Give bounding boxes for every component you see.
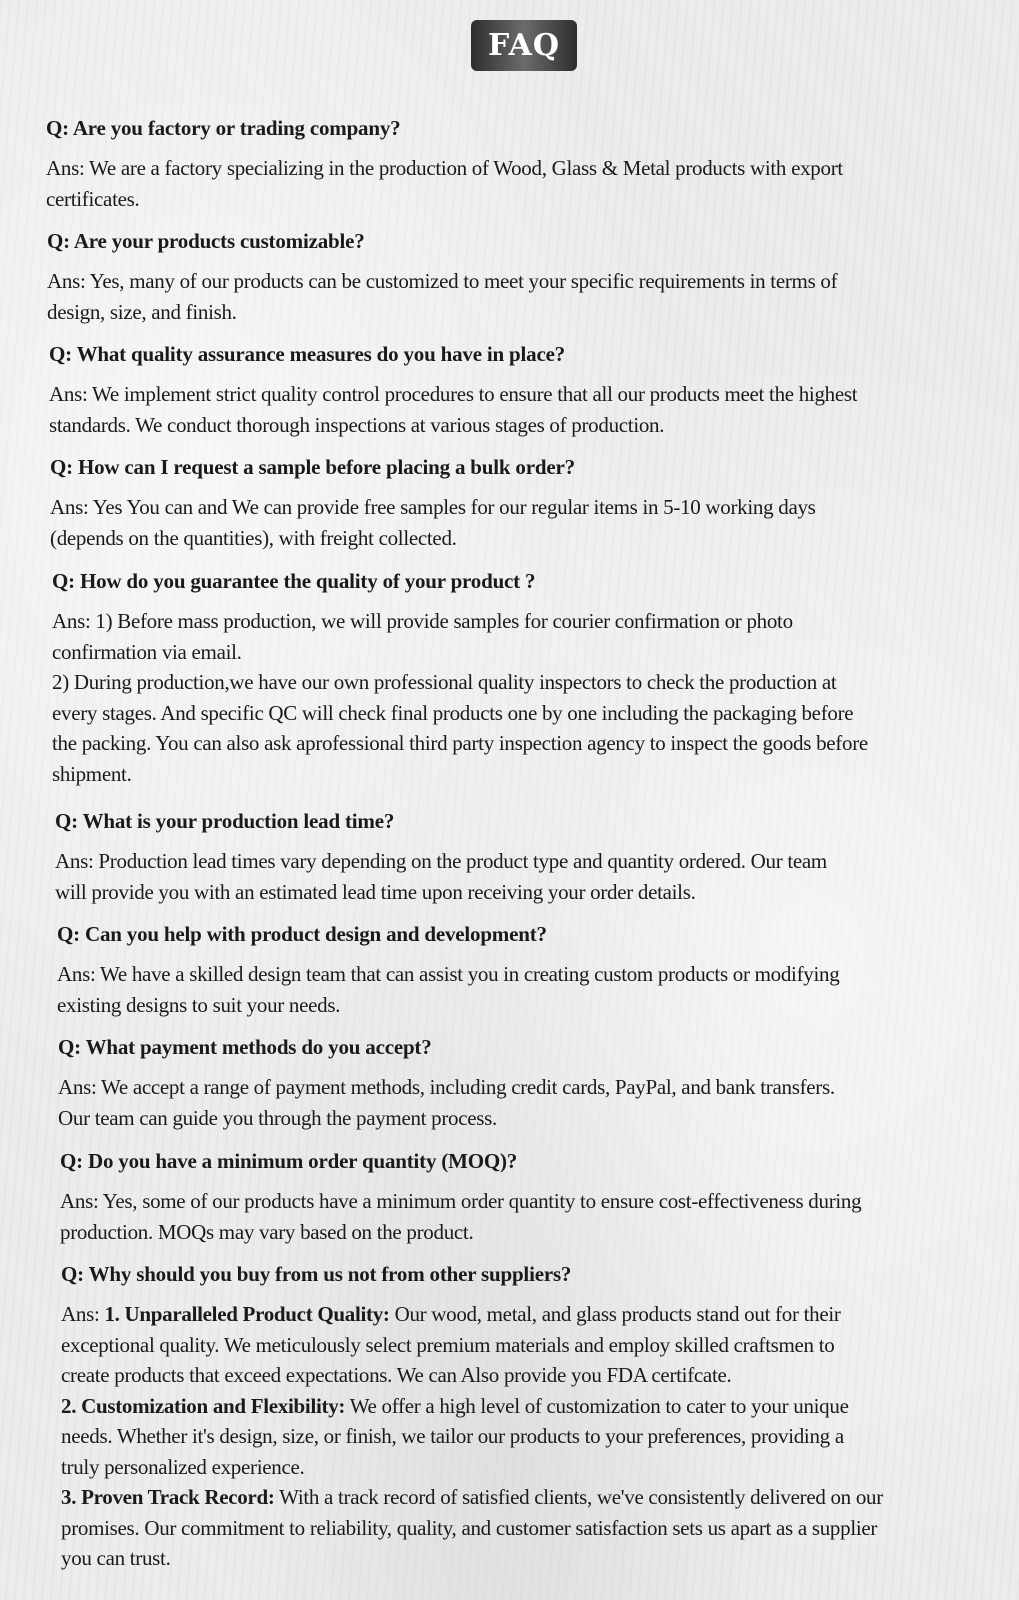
faq-answer [47, 266, 837, 327]
answer-line [61, 1421, 883, 1452]
answer-text: (depends on the quantities), with freight collected. [50, 525, 457, 550]
answer-text: promises. Our commitment to reliability, quality, and customer satisfaction sets us apart as a supplier [61, 1515, 878, 1540]
faq-item [57, 919, 839, 1020]
answer-line [46, 184, 843, 215]
answer-line [55, 846, 827, 877]
answer-text: Ans: 1) Before mass production, we will provide samples for courier confirmation or photo [52, 609, 793, 633]
answer-text: create products that exceed expectations. We can Also provide you FDA certifcate. [61, 1363, 732, 1387]
faq-item [46, 113, 843, 214]
answer-text: 2) During production,we have our own professional quality inspectors to check the production at [52, 670, 837, 694]
answer-text: Our wood, metal, and glass products stand out for their [389, 1302, 841, 1326]
answer-text: confirmation via email. [52, 639, 242, 664]
answer-text: Our team can guide you through the payment process. [58, 1105, 497, 1130]
answer-line [46, 153, 843, 184]
answer-line [50, 492, 816, 523]
answer-text: Ans: Yes You can and We can provide free samples for our regular items in 5-10 working days [50, 495, 816, 519]
faq-item [52, 566, 868, 789]
faq-answer [58, 1072, 835, 1133]
answer-text: We offer a high level of customization to cater to your unique [345, 1393, 849, 1418]
answer-line [52, 667, 868, 698]
faq-item [61, 1259, 883, 1574]
faq-question: Q: What quality assurance measures do you have in place? [49, 342, 565, 366]
answer-text: exceptional quality. We meticulously select premium materials and employ skilled craftsmen to [61, 1332, 835, 1357]
faq-answer [49, 379, 857, 440]
answer-text: Ans: We accept a range of payment methods, including credit cards, PayPal, and bank transfers. [58, 1075, 835, 1099]
answer-line [58, 1072, 835, 1103]
answer-text: Ans: Yes, some of our products have a minimum order quantity to ensure cost-effectiveness during [60, 1189, 862, 1213]
answer-text: Ans: We have a skilled design team that can assist you in creating custom products or modifying [57, 962, 840, 986]
faq-question: Q: Can you help with product design and development? [57, 922, 547, 946]
answer-line [52, 606, 868, 637]
answer-prefix: Ans: [61, 1302, 105, 1326]
faq-item [55, 806, 827, 907]
faq-item [49, 339, 857, 440]
answer-line [57, 990, 839, 1021]
answer-line [58, 1103, 835, 1134]
answer-line [61, 1360, 883, 1391]
faq-question: Q: What is your production lead time? [55, 809, 395, 833]
answer-text: you can trust. [61, 1546, 171, 1570]
answer-line [49, 379, 857, 410]
answer-line [61, 1452, 883, 1483]
faq-item [47, 226, 837, 327]
answer-line [60, 1186, 861, 1217]
answer-text: design, size, and finish. [47, 299, 237, 324]
answer-line [55, 877, 827, 908]
faq-answer [61, 1299, 883, 1574]
faq-question: Q: Are you factory or trading company? [46, 116, 401, 140]
faq-answer [60, 1186, 861, 1247]
answer-text: will provide you with an estimated lead time upon receiving your order details. [55, 879, 696, 904]
answer-line [60, 1217, 861, 1248]
faq-item [50, 452, 816, 553]
answer-line [61, 1513, 883, 1544]
answer-text: certificates. [46, 186, 140, 211]
answer-text: Ans: Yes, many of our products can be customized to meet your specific requirements in terms of [47, 269, 838, 293]
answer-line [52, 698, 868, 729]
faq-item [58, 1032, 835, 1133]
answer-text: standards. We conduct thorough inspections at various stages of production. [49, 412, 665, 437]
answer-text: Ans: We implement strict quality control procedures to ensure that all our products meet the highest [49, 382, 858, 406]
answer-text: existing designs to suit your needs. [57, 992, 341, 1017]
answer-text: shipment. [52, 761, 132, 786]
answer-line [61, 1330, 883, 1361]
answer-line [50, 523, 816, 554]
faq-answer [57, 959, 839, 1020]
faq-question: Q: How can I request a sample before placing a bulk order? [50, 455, 575, 479]
faq-question: Q: What payment methods do you accept? [58, 1035, 432, 1059]
answer-text: needs. Whether it's design, size, or finish, we tailor our products to your preferences, providing a [61, 1424, 844, 1448]
faq-item [60, 1146, 861, 1247]
faq-answer [55, 846, 827, 907]
faq-question: Q: Why should you buy from us not from other suppliers? [61, 1262, 572, 1286]
answer-text: every stages. And specific QC will check final products one by one including the packaging before [52, 700, 854, 725]
faq-question: Q: How do you guarantee the quality of your product ? [52, 569, 536, 593]
answer-text: With a track record of satisfied clients, we've consistently delivered on our [274, 1485, 883, 1509]
answer-line [49, 410, 857, 441]
answer-line [47, 297, 837, 328]
faq-answer [52, 606, 868, 789]
faq-question: Q: Do you have a minimum order quantity (MOQ)? [60, 1149, 518, 1173]
faq-title-badge [471, 20, 577, 71]
answer-line [47, 266, 837, 297]
answer-line [61, 1391, 883, 1422]
answer-text: Ans: We are a factory specializing in the production of Wood, Glass & Metal products with export [46, 156, 843, 180]
faq-answer [50, 492, 816, 553]
answer-text: production. MOQs may vary based on the product. [60, 1219, 474, 1244]
answer-line [57, 959, 839, 990]
answer-point-heading: 2. Customization and Flexibility: [61, 1393, 346, 1418]
page-title: FAQ [488, 28, 560, 63]
faq-answer [46, 153, 843, 214]
answer-line [61, 1299, 883, 1330]
faq-question: Q: Are your products customizable? [47, 229, 365, 253]
answer-line [61, 1543, 883, 1574]
answer-line [61, 1482, 883, 1513]
answer-point-heading: 3. Proven Track Record: [61, 1485, 275, 1509]
answer-line [52, 759, 868, 790]
answer-text: truly personalized experience. [61, 1454, 305, 1479]
answer-line [52, 637, 868, 668]
answer-line [52, 728, 868, 759]
answer-text: Ans: Production lead times vary depending on the product type and quantity ordered. Our team [55, 849, 827, 873]
answer-point-heading: 1. Unparalleled Product Quality: [104, 1302, 390, 1326]
answer-text: the packing. You can also ask aprofessional third party inspection agency to inspect the goods before [52, 731, 868, 755]
